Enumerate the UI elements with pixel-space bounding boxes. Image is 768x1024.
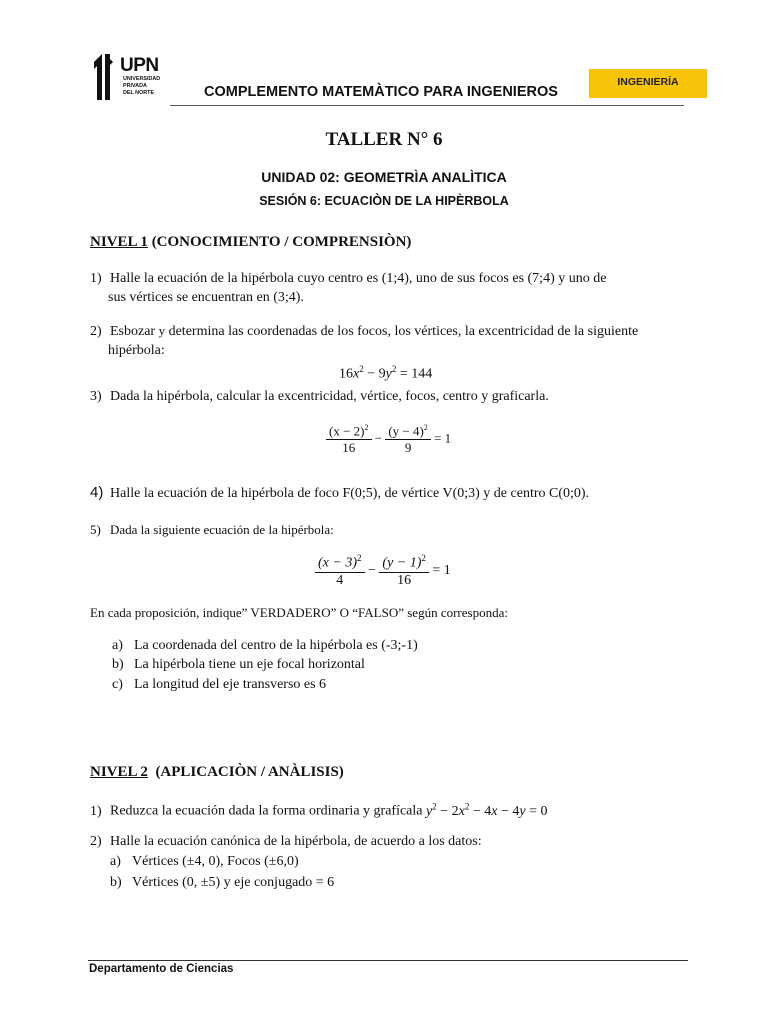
equation-2-1: $y^2 - 2x^2 - 4x - 4y = 0$ xyxy=(426,801,548,819)
course-title: COMPLEMENTO MATEMÀTICO PARA INGENIEROS xyxy=(204,84,558,100)
logo-subtitle: PRIVADA xyxy=(123,83,147,89)
question-text: Halle la ecuación canónica de la hipérbola, de acuerdo a los datos: xyxy=(110,834,482,849)
question-1-4 xyxy=(90,483,589,503)
unit-title: UNIDAD 02: GEOMETRÌA ANALÌTICA xyxy=(261,169,507,185)
true-false-item: c) La longitud del eje transverso es 6 xyxy=(112,677,327,692)
level-1-heading xyxy=(90,234,411,251)
question-1-5 xyxy=(90,520,334,539)
question-number: 2) xyxy=(90,324,102,339)
data-item: a) Vértices (±4, 0), Focos (±6,0) xyxy=(110,854,299,869)
question-text: hipérbola: xyxy=(108,343,165,358)
question-text: Esbozar xyxy=(110,324,159,339)
footer-divider xyxy=(88,960,688,961)
question-text: Halle la ecuación de la hipérbola de foco F(0;5), de vértice V(0;3) y de centro C(0;0). xyxy=(110,486,590,501)
worksheet-title: TALLER N° 6 xyxy=(325,129,443,150)
question-text: y xyxy=(158,323,166,338)
faculty-badge xyxy=(589,69,707,98)
level-2-heading xyxy=(90,764,344,781)
equation-1-2: $16x^2 - 9y^2 = 144$ xyxy=(339,364,433,382)
footer-department: Departamento de Ciencias xyxy=(89,963,234,975)
question-1-2 xyxy=(90,321,638,360)
question-2-2 xyxy=(90,832,482,851)
question-number: 1) xyxy=(90,803,102,819)
true-false-item: b) La hipérbola tiene un eje focal horizontal xyxy=(112,657,365,672)
question-number: 5) xyxy=(90,522,101,537)
instruction-text: En cada proposición, indique” VERDADERO” O “FALSO” según corresponda: xyxy=(90,605,508,620)
logo-subtitle: DEL NORTE xyxy=(123,90,155,96)
equation-1-3: $\frac{(x - 2)^2}{16}$ − $\frac{(y - 4)^2}{9}$ = 1 xyxy=(326,423,451,456)
data-item: b) Vértices (0, ±5) y eje conjugado = 6 xyxy=(110,875,335,890)
question-number: 3) xyxy=(90,389,102,404)
question-text: Dada la hipérbola, calcular la excentricidad, vértice, focos, centro y graficarla. xyxy=(110,389,549,404)
true-false-item: a) La coordenada del centro de la hipérbola es (-3;-1) xyxy=(112,638,418,653)
level-2-description: (APLICACIÒN / ANÀLISIS) xyxy=(147,764,344,780)
question-1-3 xyxy=(90,387,549,406)
logo-subtitle: UNIVERSIDAD xyxy=(123,76,161,82)
question-number: 2) xyxy=(90,834,102,849)
question-1-1 xyxy=(90,269,606,307)
level-1-description: (CONOCIMIENTO / COMPRENSIÒN) xyxy=(147,234,412,250)
level-1-label: NIVEL 1 xyxy=(90,234,148,250)
logo-text: UPN xyxy=(120,55,159,76)
question-text: determina las coordenadas de los focos, los vértices, la excentricidad de la siguiente xyxy=(165,324,639,339)
level-2-label: NIVEL 2 xyxy=(90,764,148,780)
question-text: sus vértices se encuentran en (3;4). xyxy=(108,290,304,305)
header-divider xyxy=(170,105,684,106)
question-text: Halle la ecuación de la hipérbola cuyo centro es (1;4), uno de sus focos es (7;4) y uno de xyxy=(110,271,607,286)
session-title: SESIÓN 6: ECUACIÒN DE LA HIPÈRBOLA xyxy=(259,194,509,208)
equation-1-5: $\frac{(x - 3)^2}{4}$ − $\frac{(y - 1)^2}{16}$ = 1 xyxy=(315,553,451,589)
question-number: 4) xyxy=(90,484,104,501)
question-2-1 xyxy=(90,797,548,821)
question-text: Dada la siguiente ecuación de la hipérbola: xyxy=(110,522,334,537)
faculty-badge-label: INGENIERÍA xyxy=(617,76,679,88)
question-text: Reduzca la ecuación dada la forma ordinaria y grafícala xyxy=(110,803,426,819)
question-number: 1) xyxy=(90,271,102,286)
